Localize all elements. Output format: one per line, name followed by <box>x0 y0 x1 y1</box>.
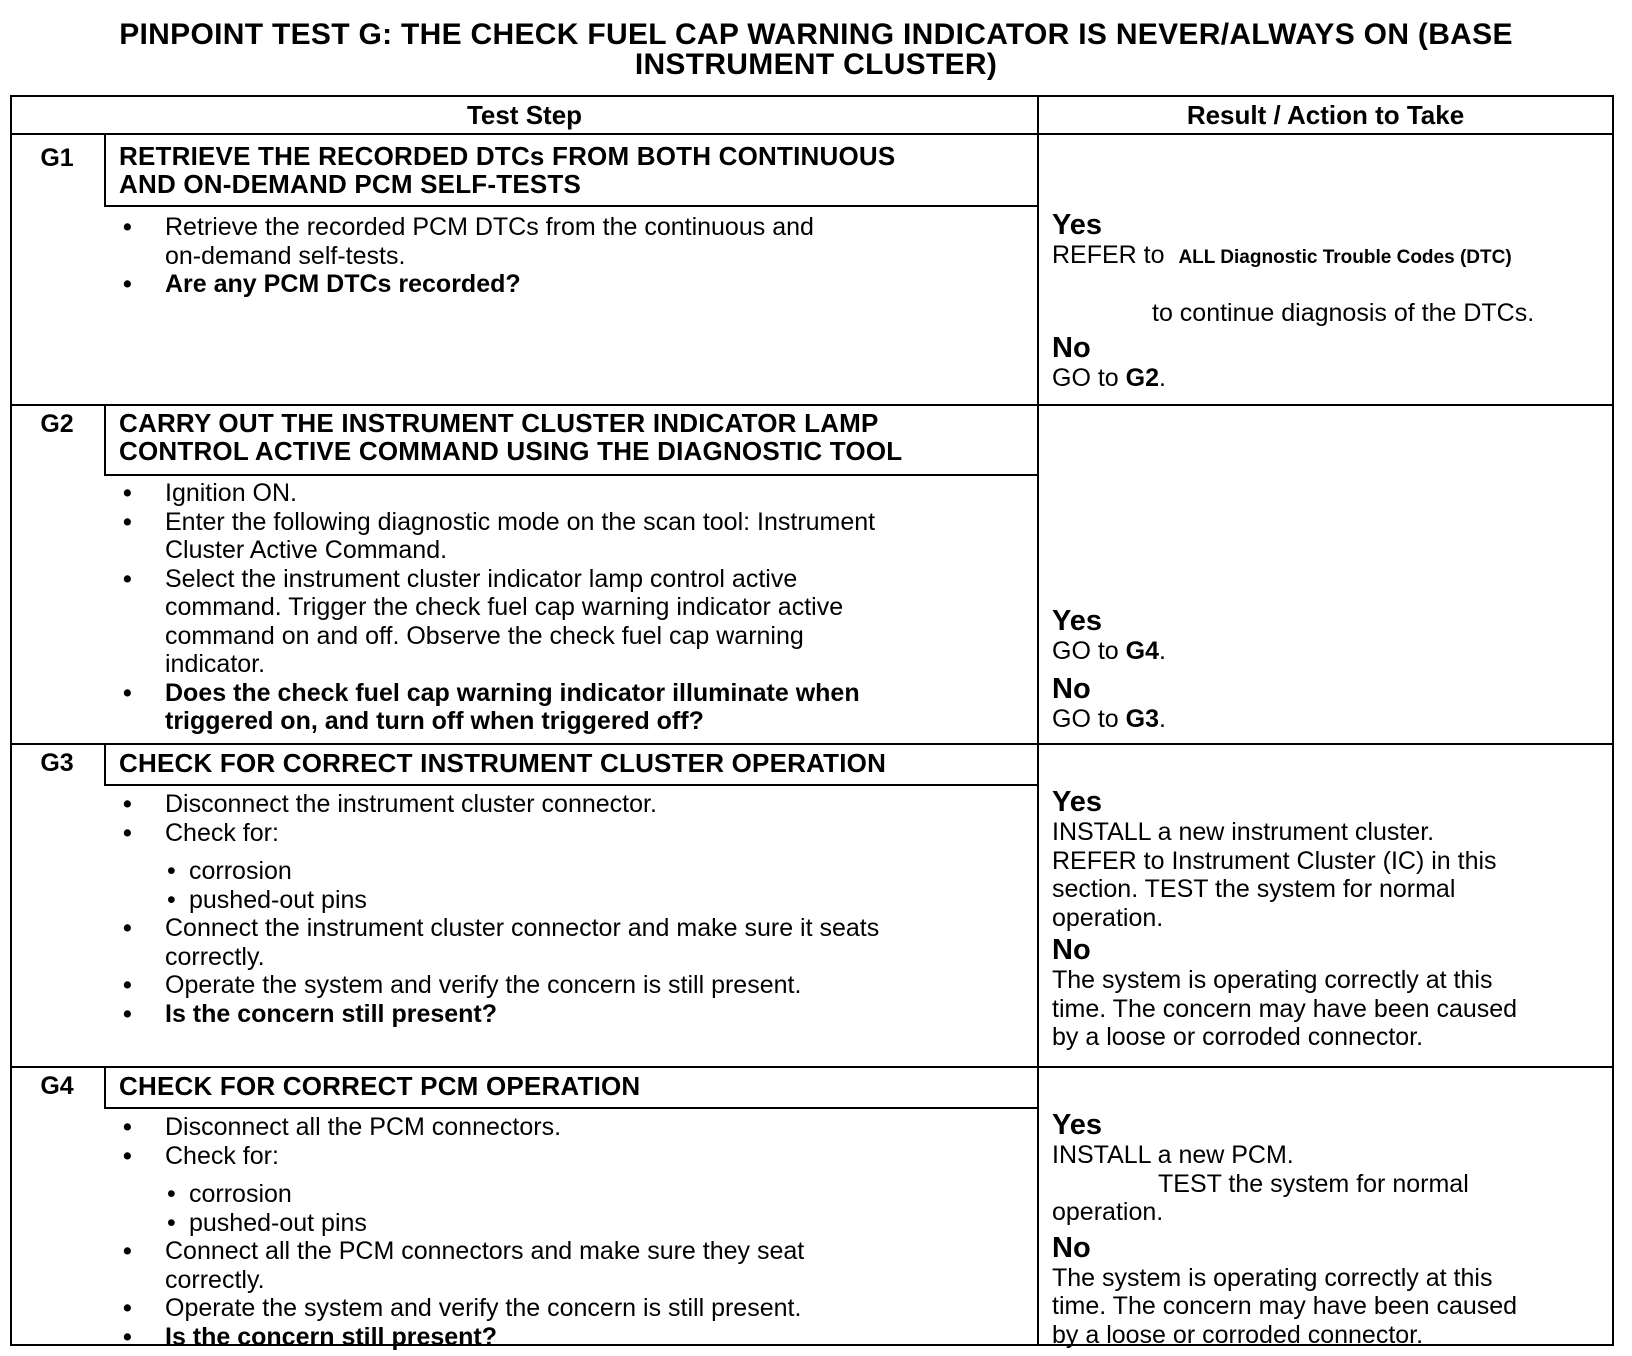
heading-underline-g1 <box>104 205 1037 207</box>
list-item-line: Check for: <box>165 818 279 847</box>
heading-underline-g2 <box>104 474 1037 476</box>
dtc-reference-link[interactable]: ALL Diagnostic Trouble Codes (DTC) <box>1178 247 1512 268</box>
result-no-end: . <box>1159 364 1166 392</box>
list-item-line: indicator. <box>165 650 266 678</box>
list-item-line: Cluster Active Command. <box>165 536 448 564</box>
list-item <box>119 1142 804 1171</box>
result-g1 <box>1052 210 1534 393</box>
bullet-icon: • <box>123 1237 132 1265</box>
list-item <box>119 790 879 819</box>
list-item-line: triggered on, and turn off when triggered off? <box>165 707 704 735</box>
list-item-line: Ignition ON. <box>165 479 298 507</box>
result-yes-line: TEST the system for normal <box>1158 1169 1469 1198</box>
result-no-label: No <box>1052 934 1091 966</box>
bullet-icon: • <box>167 857 176 885</box>
step-list-g1 <box>119 213 814 299</box>
step-heading-g2 <box>119 409 902 465</box>
step-heading-g3 <box>119 749 886 777</box>
list-item-line: Select the instrument cluster indicator lamp control active <box>165 564 798 593</box>
list-item-line: Disconnect all the PCM connectors. <box>165 1113 562 1141</box>
step-id-g3: G3 <box>40 749 74 777</box>
result-yes-line <box>1052 637 1166 666</box>
list-item-question <box>119 1000 879 1029</box>
result-no-line: time. The concern may have been caused <box>1052 994 1518 1023</box>
result-no-end: . <box>1159 704 1166 733</box>
bullet-icon: • <box>123 1322 132 1351</box>
step-list-g2 <box>119 479 875 736</box>
result-yes-goto: GO to <box>1052 637 1119 665</box>
bullet-icon: • <box>123 818 132 847</box>
list-item <box>119 914 879 971</box>
sub-list-item <box>119 1209 804 1238</box>
list-item-question <box>119 1323 804 1352</box>
bullet-icon: • <box>167 1180 176 1208</box>
list-item-question <box>119 270 814 299</box>
bullet-icon: • <box>167 1208 176 1237</box>
list-item <box>119 971 879 1000</box>
list-item-line: Operate the system and verify the concern is still present. <box>165 1294 802 1322</box>
result-yes-target[interactable]: G4 <box>1125 637 1159 665</box>
list-item-line: pushed-out pins <box>189 1208 367 1237</box>
page-title-line-1: PINPOINT TEST G: THE CHECK FUEL CAP WARNING INDICATOR IS NEVER/ALWAYS ON (BASE <box>119 18 1513 51</box>
bullet-icon: • <box>123 790 132 818</box>
result-yes-line: operation. <box>1052 903 1164 932</box>
result-no-label: No <box>1052 672 1091 705</box>
step-heading-g2-line-2: CONTROL ACTIVE COMMAND USING THE DIAGNOSTIC TOOL <box>119 436 903 466</box>
list-item-line: Connect the instrument cluster connector and make sure it seats <box>165 914 880 942</box>
list-item-line: Enter the following diagnostic mode on the scan tool: Instrument <box>165 507 876 536</box>
result-yes-line: section. TEST the system for normal <box>1052 875 1456 903</box>
list-item <box>119 1237 804 1294</box>
result-no-line: by a loose or corroded connector. <box>1052 1320 1424 1349</box>
result-yes-label: Yes <box>1052 605 1102 637</box>
step-id-divider-g4 <box>104 1066 106 1107</box>
step-heading-g1-line-2: AND ON-DEMAND PCM SELF-TESTS <box>119 169 582 199</box>
bullet-icon: • <box>123 1113 132 1141</box>
page-title-line-2: INSTRUMENT CLUSTER) <box>634 48 998 81</box>
step-id-divider-g1 <box>104 133 106 205</box>
list-item <box>119 479 875 508</box>
result-no-line <box>1052 364 1534 393</box>
step-heading-g1 <box>119 142 895 198</box>
result-no-label: No <box>1052 332 1091 364</box>
step-heading-g2-line-1: CARRY OUT THE INSTRUMENT CLUSTER INDICATOR LAMP <box>119 408 879 438</box>
result-yes-label: Yes <box>1052 786 1102 818</box>
result-yes-refer: REFER to <box>1052 241 1165 269</box>
bullet-icon: • <box>123 479 132 507</box>
result-yes-end: . <box>1159 637 1166 665</box>
result-yes-line: INSTALL a new instrument cluster. <box>1052 818 1435 846</box>
result-yes-label: Yes <box>1052 1109 1102 1141</box>
sub-list-item <box>119 857 879 886</box>
list-item-question <box>119 679 875 736</box>
step-heading-g4-line-1: CHECK FOR CORRECT PCM OPERATION <box>119 1071 641 1101</box>
bullet-icon: • <box>123 270 132 298</box>
step-id-g1: G1 <box>40 144 74 172</box>
bullet-icon: • <box>167 885 176 914</box>
result-no-goto: GO to <box>1052 364 1119 392</box>
result-g2 <box>1052 606 1166 733</box>
list-item <box>119 1294 804 1323</box>
result-g4 <box>1052 1110 1517 1349</box>
step-heading-g3-line-1: CHECK FOR CORRECT INSTRUMENT CLUSTER OPERATION <box>119 748 887 778</box>
list-item-line: Connect all the PCM connectors and make sure they seat <box>165 1237 805 1265</box>
bullet-icon: • <box>123 1141 132 1170</box>
row-divider-g4 <box>10 1066 1614 1068</box>
result-yes-line <box>1052 241 1534 273</box>
row-divider-g2 <box>10 404 1614 406</box>
step-id-g2: G2 <box>40 410 74 438</box>
row-divider-g3 <box>10 743 1614 745</box>
result-g3 <box>1052 787 1517 1052</box>
list-item-line: on-demand self-tests. <box>165 241 406 270</box>
bullet-icon: • <box>123 564 132 593</box>
result-yes-line: REFER to Instrument Cluster (IC) in this <box>1052 846 1497 875</box>
list-item-line: command. Trigger the check fuel cap warning indicator active <box>165 593 844 621</box>
bullet-icon: • <box>123 914 132 942</box>
header-divider <box>10 133 1614 135</box>
result-yes-label: Yes <box>1052 209 1102 241</box>
result-no-line <box>1052 705 1166 734</box>
result-yes-line: INSTALL a new PCM. <box>1052 1141 1294 1169</box>
list-item-line: Is the concern still present? <box>165 1322 498 1351</box>
column-header-result: Result / Action to Take <box>1186 100 1465 130</box>
heading-underline-g4 <box>104 1107 1037 1109</box>
sub-list-item <box>119 886 879 915</box>
list-item <box>119 819 879 848</box>
list-item-line: Check for: <box>165 1141 279 1170</box>
list-item-line: Retrieve the recorded PCM DTCs from the continuous and <box>165 213 814 241</box>
result-no-line: The system is operating correctly at this <box>1052 966 1493 994</box>
list-item-line: Disconnect the instrument cluster connector. <box>165 790 657 818</box>
step-id-divider-g2 <box>104 404 106 474</box>
step-heading-g4 <box>119 1072 640 1100</box>
step-id-divider-g3 <box>104 743 106 784</box>
bullet-icon: • <box>123 507 132 536</box>
result-yes-line: operation. <box>1052 1198 1164 1226</box>
result-no-line: time. The concern may have been caused <box>1052 1292 1518 1320</box>
bullet-icon: • <box>123 971 132 999</box>
list-item <box>119 565 875 679</box>
result-no-label: No <box>1052 1231 1091 1264</box>
list-item-line: correctly. <box>165 942 265 971</box>
bullet-icon: • <box>123 213 132 241</box>
result-yes-continue: to continue diagnosis of the DTCs. <box>1152 298 1535 327</box>
step-heading-g1-line-1: RETRIEVE THE RECORDED DTCs FROM BOTH CONTINUOUS <box>119 141 896 171</box>
result-no-target[interactable]: G2 <box>1125 364 1159 392</box>
sub-list-item <box>119 1180 804 1209</box>
column-header-test-step: Test Step <box>466 100 583 130</box>
column-divider <box>1037 95 1039 1346</box>
list-item-line: corrosion <box>189 857 292 885</box>
step-list-g4 <box>119 1113 804 1351</box>
list-item-line: pushed-out pins <box>189 885 367 914</box>
list-item-line: Are any PCM DTCs recorded? <box>165 270 521 298</box>
list-item-line: command on and off. Observe the check fuel cap warning <box>165 621 804 650</box>
list-item-line: correctly. <box>165 1265 265 1294</box>
result-no-target[interactable]: G3 <box>1125 704 1159 733</box>
list-item-line: Is the concern still present? <box>165 999 498 1028</box>
step-id-g4: G4 <box>40 1072 74 1100</box>
list-item-line: corrosion <box>189 1180 292 1208</box>
list-item-line: Does the check fuel cap warning indicator illuminate when <box>165 678 860 707</box>
result-no-line: by a loose or corroded connector. <box>1052 1023 1424 1051</box>
step-list-g3 <box>119 790 879 1028</box>
result-no-line: The system is operating correctly at this <box>1052 1263 1493 1292</box>
list-item <box>119 1113 804 1142</box>
bullet-icon: • <box>123 1294 132 1322</box>
heading-underline-g3 <box>104 784 1037 786</box>
bullet-icon: • <box>123 999 132 1028</box>
list-item <box>119 508 875 565</box>
result-no-goto: GO to <box>1052 704 1119 733</box>
page-title <box>0 20 1632 80</box>
list-item <box>119 213 814 270</box>
list-item-line: Operate the system and verify the concern is still present. <box>165 971 802 999</box>
bullet-icon: • <box>123 678 132 707</box>
